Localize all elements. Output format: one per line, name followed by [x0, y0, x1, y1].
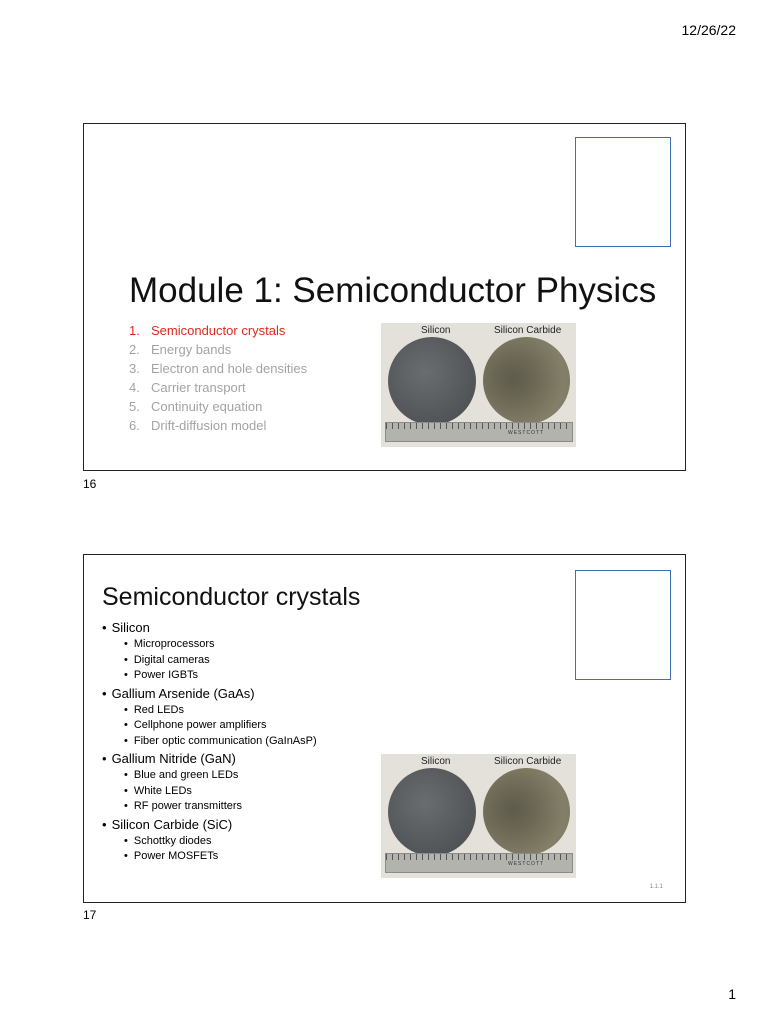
silicon-label: Silicon — [421, 756, 451, 767]
slide-number: 17 — [83, 908, 97, 922]
page-number: 1 — [728, 986, 736, 1002]
blank-placeholder-box — [575, 570, 671, 680]
agenda-item-6: 6. Drift-diffusion model — [129, 418, 267, 433]
agenda-item-5: 5. Continuity equation — [129, 399, 263, 414]
slide-16 — [83, 123, 686, 471]
wafer-photo — [381, 754, 576, 878]
silicon-carbide-label: Silicon Carbide — [494, 325, 562, 336]
ruler: WESTCOTT — [385, 853, 573, 873]
material-list — [102, 618, 317, 865]
agenda-item-3: 3. Electron and hole densities — [129, 361, 308, 376]
agenda-list — [129, 321, 307, 435]
slide-code: 1.1.1 — [649, 884, 663, 890]
agenda-item-4: 4. Carrier transport — [129, 380, 246, 395]
material-group: • Silicon Carbide (SiC) • Schottky diodes • Power MOSFETs — [102, 816, 317, 865]
ruler: WESTCOTT — [385, 422, 573, 442]
agenda-item-1: 1. Semiconductor crystals — [129, 323, 286, 338]
material-group: • Silicon • Microprocessors • Digital cameras • Power IGBTs — [102, 619, 317, 684]
silicon-carbide-wafer — [483, 768, 570, 855]
material-group: • Gallium Nitride (GaN) • Blue and green LEDs • White LEDs • RF power transmitters — [102, 750, 317, 815]
page-date: 12/26/22 — [681, 22, 736, 38]
silicon-wafer — [388, 768, 476, 856]
slide-17 — [83, 554, 686, 903]
slide-title: Semiconductor crystals — [102, 583, 361, 611]
silicon-carbide-label: Silicon Carbide — [494, 756, 562, 767]
slide-number: 16 — [83, 477, 97, 491]
agenda-item-2: 2. Energy bands — [129, 342, 232, 357]
material-group: • Gallium Arsenide (GaAs) • Red LEDs • Cellphone power amplifiers • Fiber optic communication (GaInAsP) — [102, 685, 317, 750]
silicon-wafer — [388, 337, 476, 425]
wafer-photo — [381, 323, 576, 447]
silicon-label: Silicon — [421, 325, 451, 336]
slide-title: Module 1: Semiconductor Physics — [129, 271, 657, 310]
silicon-carbide-wafer — [483, 337, 570, 424]
blank-placeholder-box — [575, 137, 671, 247]
